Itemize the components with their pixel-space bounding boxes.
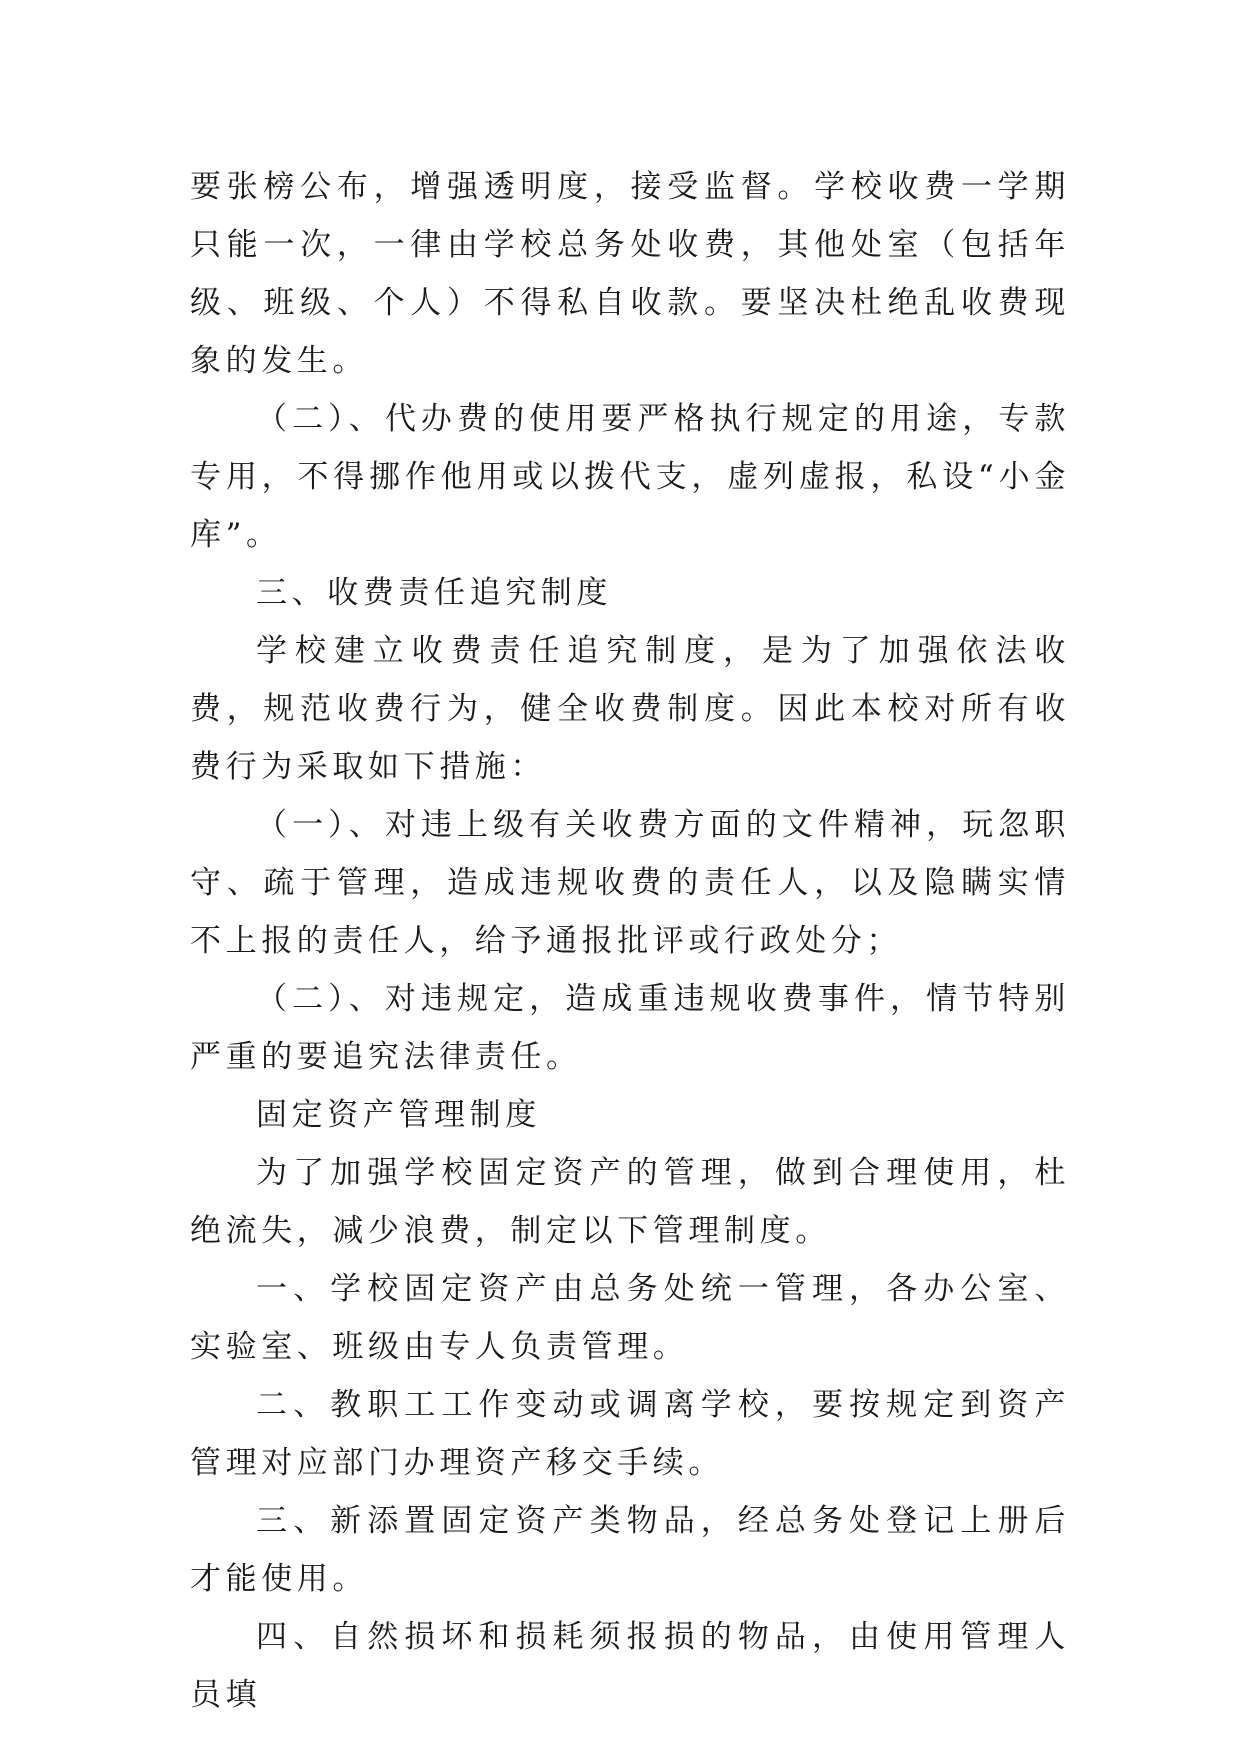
- document-body: [190, 158, 1070, 1724]
- section-heading-fee-accountability: 三、收费责任追究制度: [256, 575, 612, 611]
- paragraph-measure-one: （一）、对违上级有关收费方面的文件精神，玩忽职守、疏于管理，造成违规收费的责任人，以及隐瞒实情不上报的责任人，给予通报批评或行政处分；: [190, 807, 1070, 959]
- paragraph-accountability-intro: 学校建立收费责任追究制度，是为了加强依法收费，规范收费行为，健全收费制度。因此本校对所有收费行为采取如下措施：: [190, 633, 1070, 785]
- paragraph-assets-intro: 为了加强学校固定资产的管理，做到合理使用，杜绝流失，减少浪费，制定以下管理制度。: [190, 1155, 1070, 1249]
- paragraph-agency-fee-usage: （二）、代办费的使用要严格执行规定的用途，专款专用，不得挪作他用或以拨代支，虚列虚报，私设“小金库”。: [190, 401, 1070, 553]
- paragraph-assets-rule-four: 四、自然损坏和损耗须报损的物品，由使用管理人员填: [190, 1619, 1070, 1713]
- paragraph-assets-rule-two: 二、教职工工作变动或调离学校，要按规定到资产管理对应部门办理资产移交手续。: [190, 1387, 1070, 1481]
- paragraph-fee-publicity: 要张榜公布，增强透明度，接受监督。学校收费一学期只能一次，一律由学校总务处收费，其他处室（包括年级、班级、个人）不得私自收款。要坚决杜绝乱收费现象的发生。: [190, 169, 1070, 379]
- paragraph-assets-rule-one: 一、学校固定资产由总务处统一管理，各办公室、实验室、班级由专人负责管理。: [190, 1271, 1070, 1365]
- paragraph-measure-two: （二）、对违规定，造成重违规收费事件，情节特别严重的要追究法律责任。: [190, 981, 1070, 1075]
- section-heading-fixed-assets: 固定资产管理制度: [256, 1097, 541, 1133]
- paragraph-assets-rule-three: 三、新添置固定资产类物品，经总务处登记上册后才能使用。: [190, 1503, 1070, 1597]
